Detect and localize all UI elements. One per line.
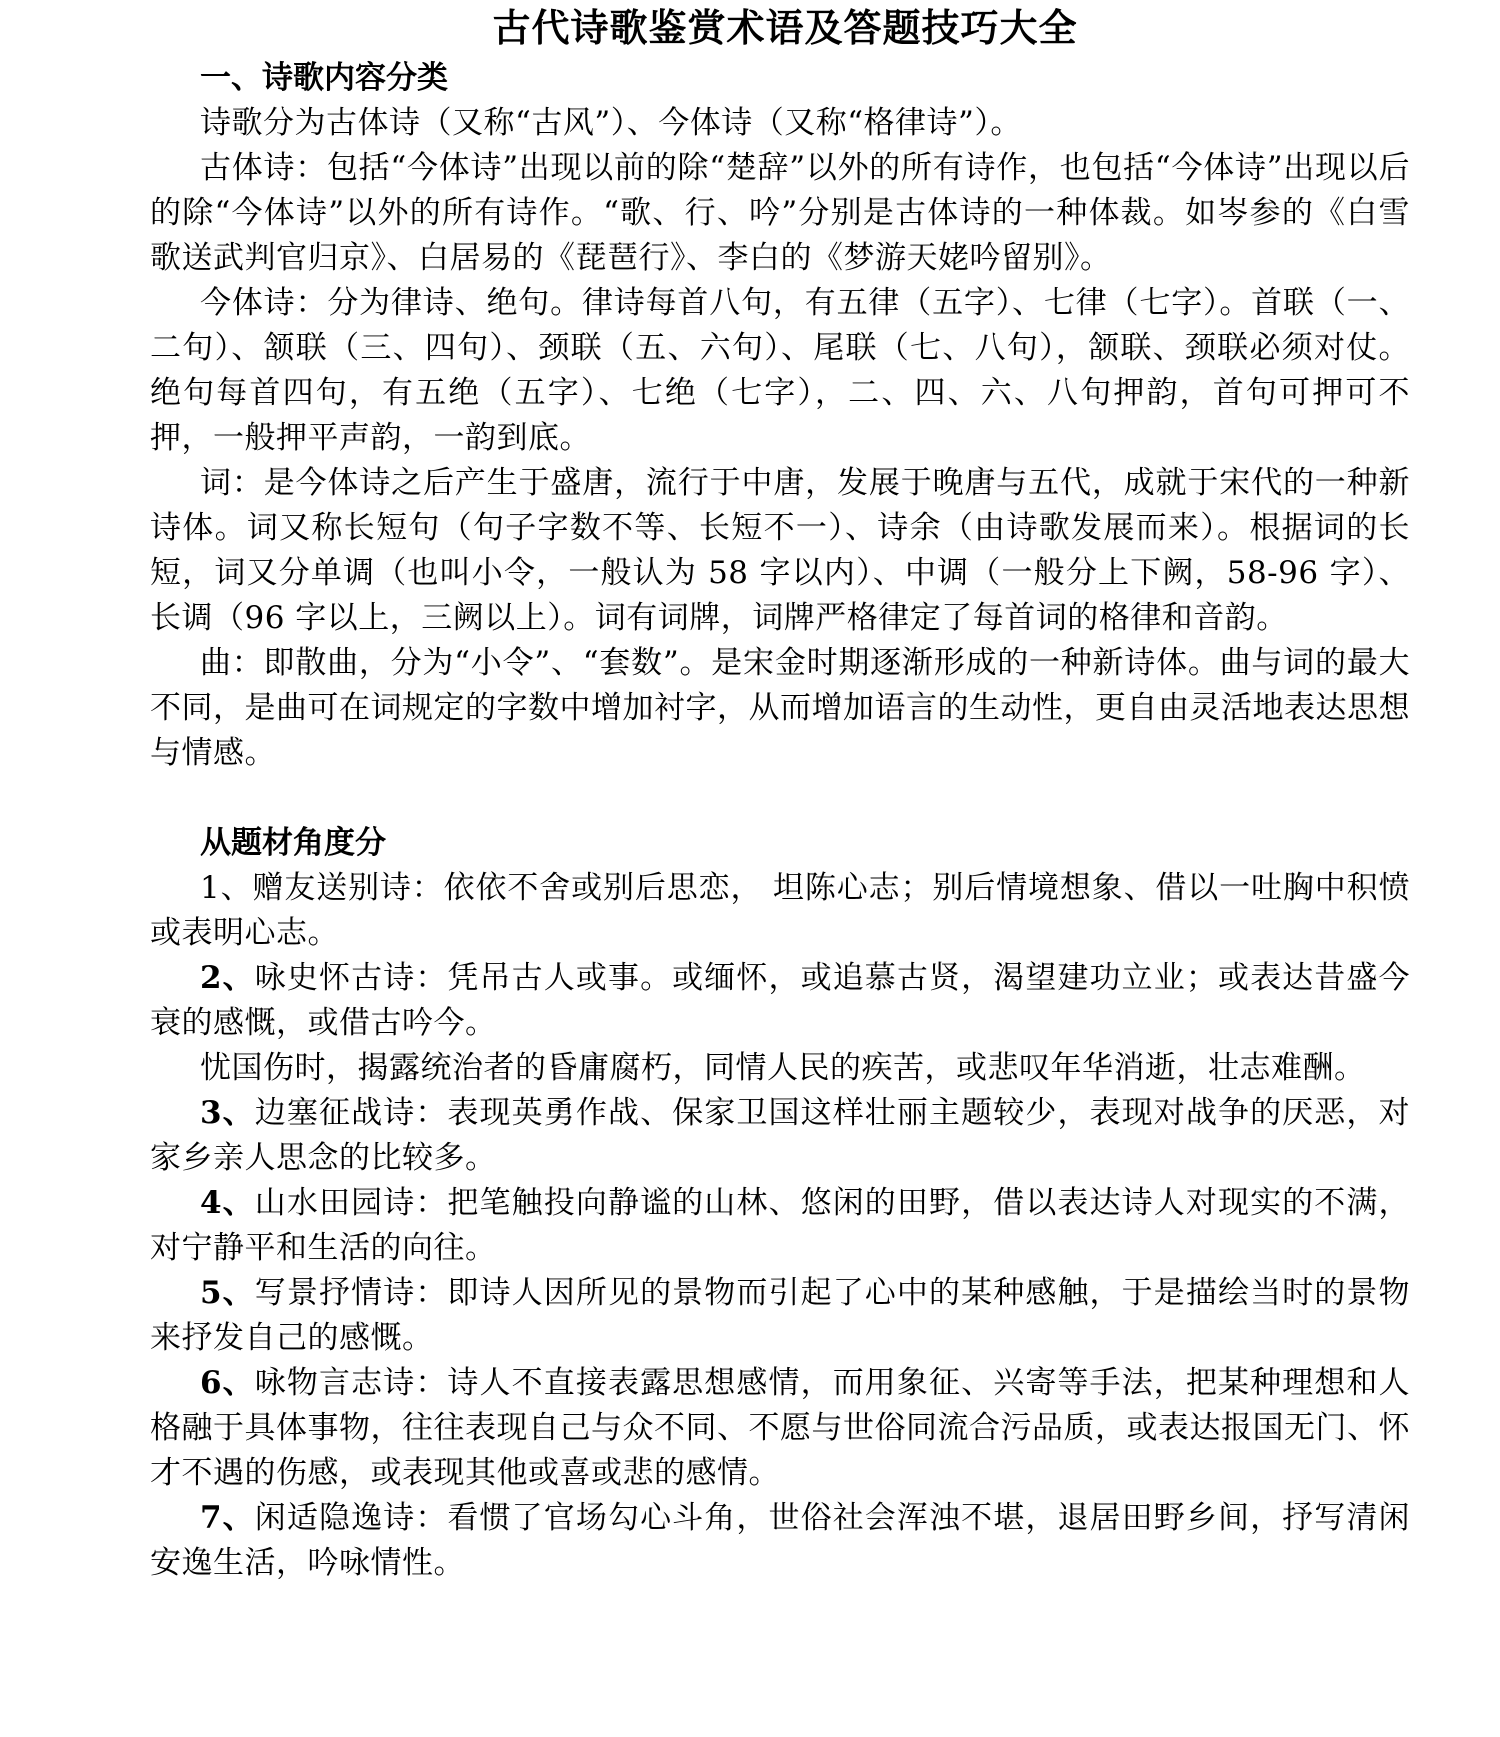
list-item — [150, 1091, 1410, 1181]
item-number: 5、 — [200, 1275, 255, 1311]
list-item — [150, 1181, 1410, 1271]
item-text: 赠友送别诗：依依不舍或别后思恋， 坦陈心志；别后情境想象、借以一吐胸中积愤或表明心志。 — [150, 870, 1410, 951]
list-item — [150, 1361, 1410, 1496]
list-item — [150, 1496, 1410, 1586]
item-number: 1、 — [200, 870, 253, 906]
item-text: 忧国伤时，揭露统治者的昏庸腐朽，同情人民的疾苦，或悲叹年华消逝，壮志难酬。 — [200, 1050, 1366, 1086]
item-text: 写景抒情诗：即诗人因所见的景物而引起了心中的某种感触，于是描绘当时的景物来抒发自己的感慨。 — [150, 1275, 1411, 1356]
list-item — [150, 1271, 1410, 1361]
section-heading-content-classification: 一、诗歌内容分类 — [200, 60, 448, 96]
list-item — [150, 1046, 1410, 1091]
item-text: 山水田园诗：把笔触投向静谧的山林、悠闲的田野，借以表达诗人对现实的不满，对宁静平和生活的向往。 — [150, 1185, 1411, 1266]
section-heading-subject-matter: 从题材角度分 — [200, 825, 386, 861]
paragraph-intro: 诗歌分为古体诗（又称“古风”）、今体诗（又称“格律诗”）。 — [200, 105, 1022, 141]
item-number: 4、 — [200, 1185, 255, 1221]
item-number: 7、 — [200, 1500, 255, 1536]
document-page — [150, 0, 1410, 1586]
paragraph-modern-poetry: 今体诗：分为律诗、绝句。律诗每首八句，有五律（五字）、七律（七字）。首联（一、二句）、颔联（三、四句）、颈联（五、六句）、尾联（七、八句），颔联、颈联必须对仗。绝句每首四句，有五绝（五字）、七绝（七字），二、四、六、八句押韵，首句可押可不押，一般押平声韵，一韵到底。 — [150, 285, 1410, 456]
paragraph-ci: 词：是今体诗之后产生于盛唐，流行于中唐，发展于晚唐与五代，成就于宋代的一种新诗体。词又称长短句（句子字数不等、长短不一）、诗余（由诗歌发展而来）。根据词的长短，词又分单调（也叫小令，一般认为 58 字以内）、中调（一般分上下阙，58-96 字）、长调（96 字以上，三阙以上）。词有词牌，词牌严格律定了每首词的格律和音韵。 — [150, 465, 1410, 636]
list-item — [150, 866, 1410, 956]
paragraph-ancient-poetry: 古体诗：包括“今体诗”出现以前的除“楚辞”以外的所有诗作，也包括“今体诗”出现以后的除“今体诗”以外的所有诗作。“歌、行、吟”分别是古体诗的一种体裁。如岑参的《白雪歌送武判官归京》、白居易的《琵琶行》、李白的《梦游天姥吟留别》。 — [150, 150, 1410, 276]
item-text: 闲适隐逸诗：看惯了官场勾心斗角，世俗社会浑浊不堪，退居田野乡间，抒写清闲安逸生活，吟咏情性。 — [150, 1500, 1411, 1581]
item-text: 咏史怀古诗：凭吊古人或事。或缅怀，或追慕古贤，渴望建功立业；或表达昔盛今衰的感慨，或借古吟今。 — [150, 960, 1411, 1041]
section-spacer — [150, 776, 1410, 821]
item-number: 2、 — [200, 960, 255, 996]
paragraph-qu: 曲：即散曲，分为“小令”、“套数”。是宋金时期逐渐形成的一种新诗体。曲与词的最大不同，是曲可在词规定的字数中增加衬字，从而增加语言的生动性，更自由灵活地表达思想与情感。 — [150, 645, 1410, 771]
item-text: 边塞征战诗：表现英勇作战、保家卫国这样壮丽主题较少，表现对战争的厌恶，对家乡亲人思念的比较多。 — [150, 1095, 1411, 1176]
item-text: 咏物言志诗：诗人不直接表露思想感情，而用象征、兴寄等手法，把某种理想和人格融于具体事物，往往表现自己与众不同、不愿与世俗同流合污品质，或表达报国无门、怀才不遇的伤感，或表现其他或喜或悲的感情。 — [150, 1365, 1411, 1491]
item-number: 6、 — [200, 1365, 255, 1401]
document-title: 古代诗歌鉴赏术语及答题技巧大全 — [492, 6, 1078, 50]
list-item — [150, 956, 1410, 1046]
item-number: 3、 — [200, 1095, 255, 1131]
